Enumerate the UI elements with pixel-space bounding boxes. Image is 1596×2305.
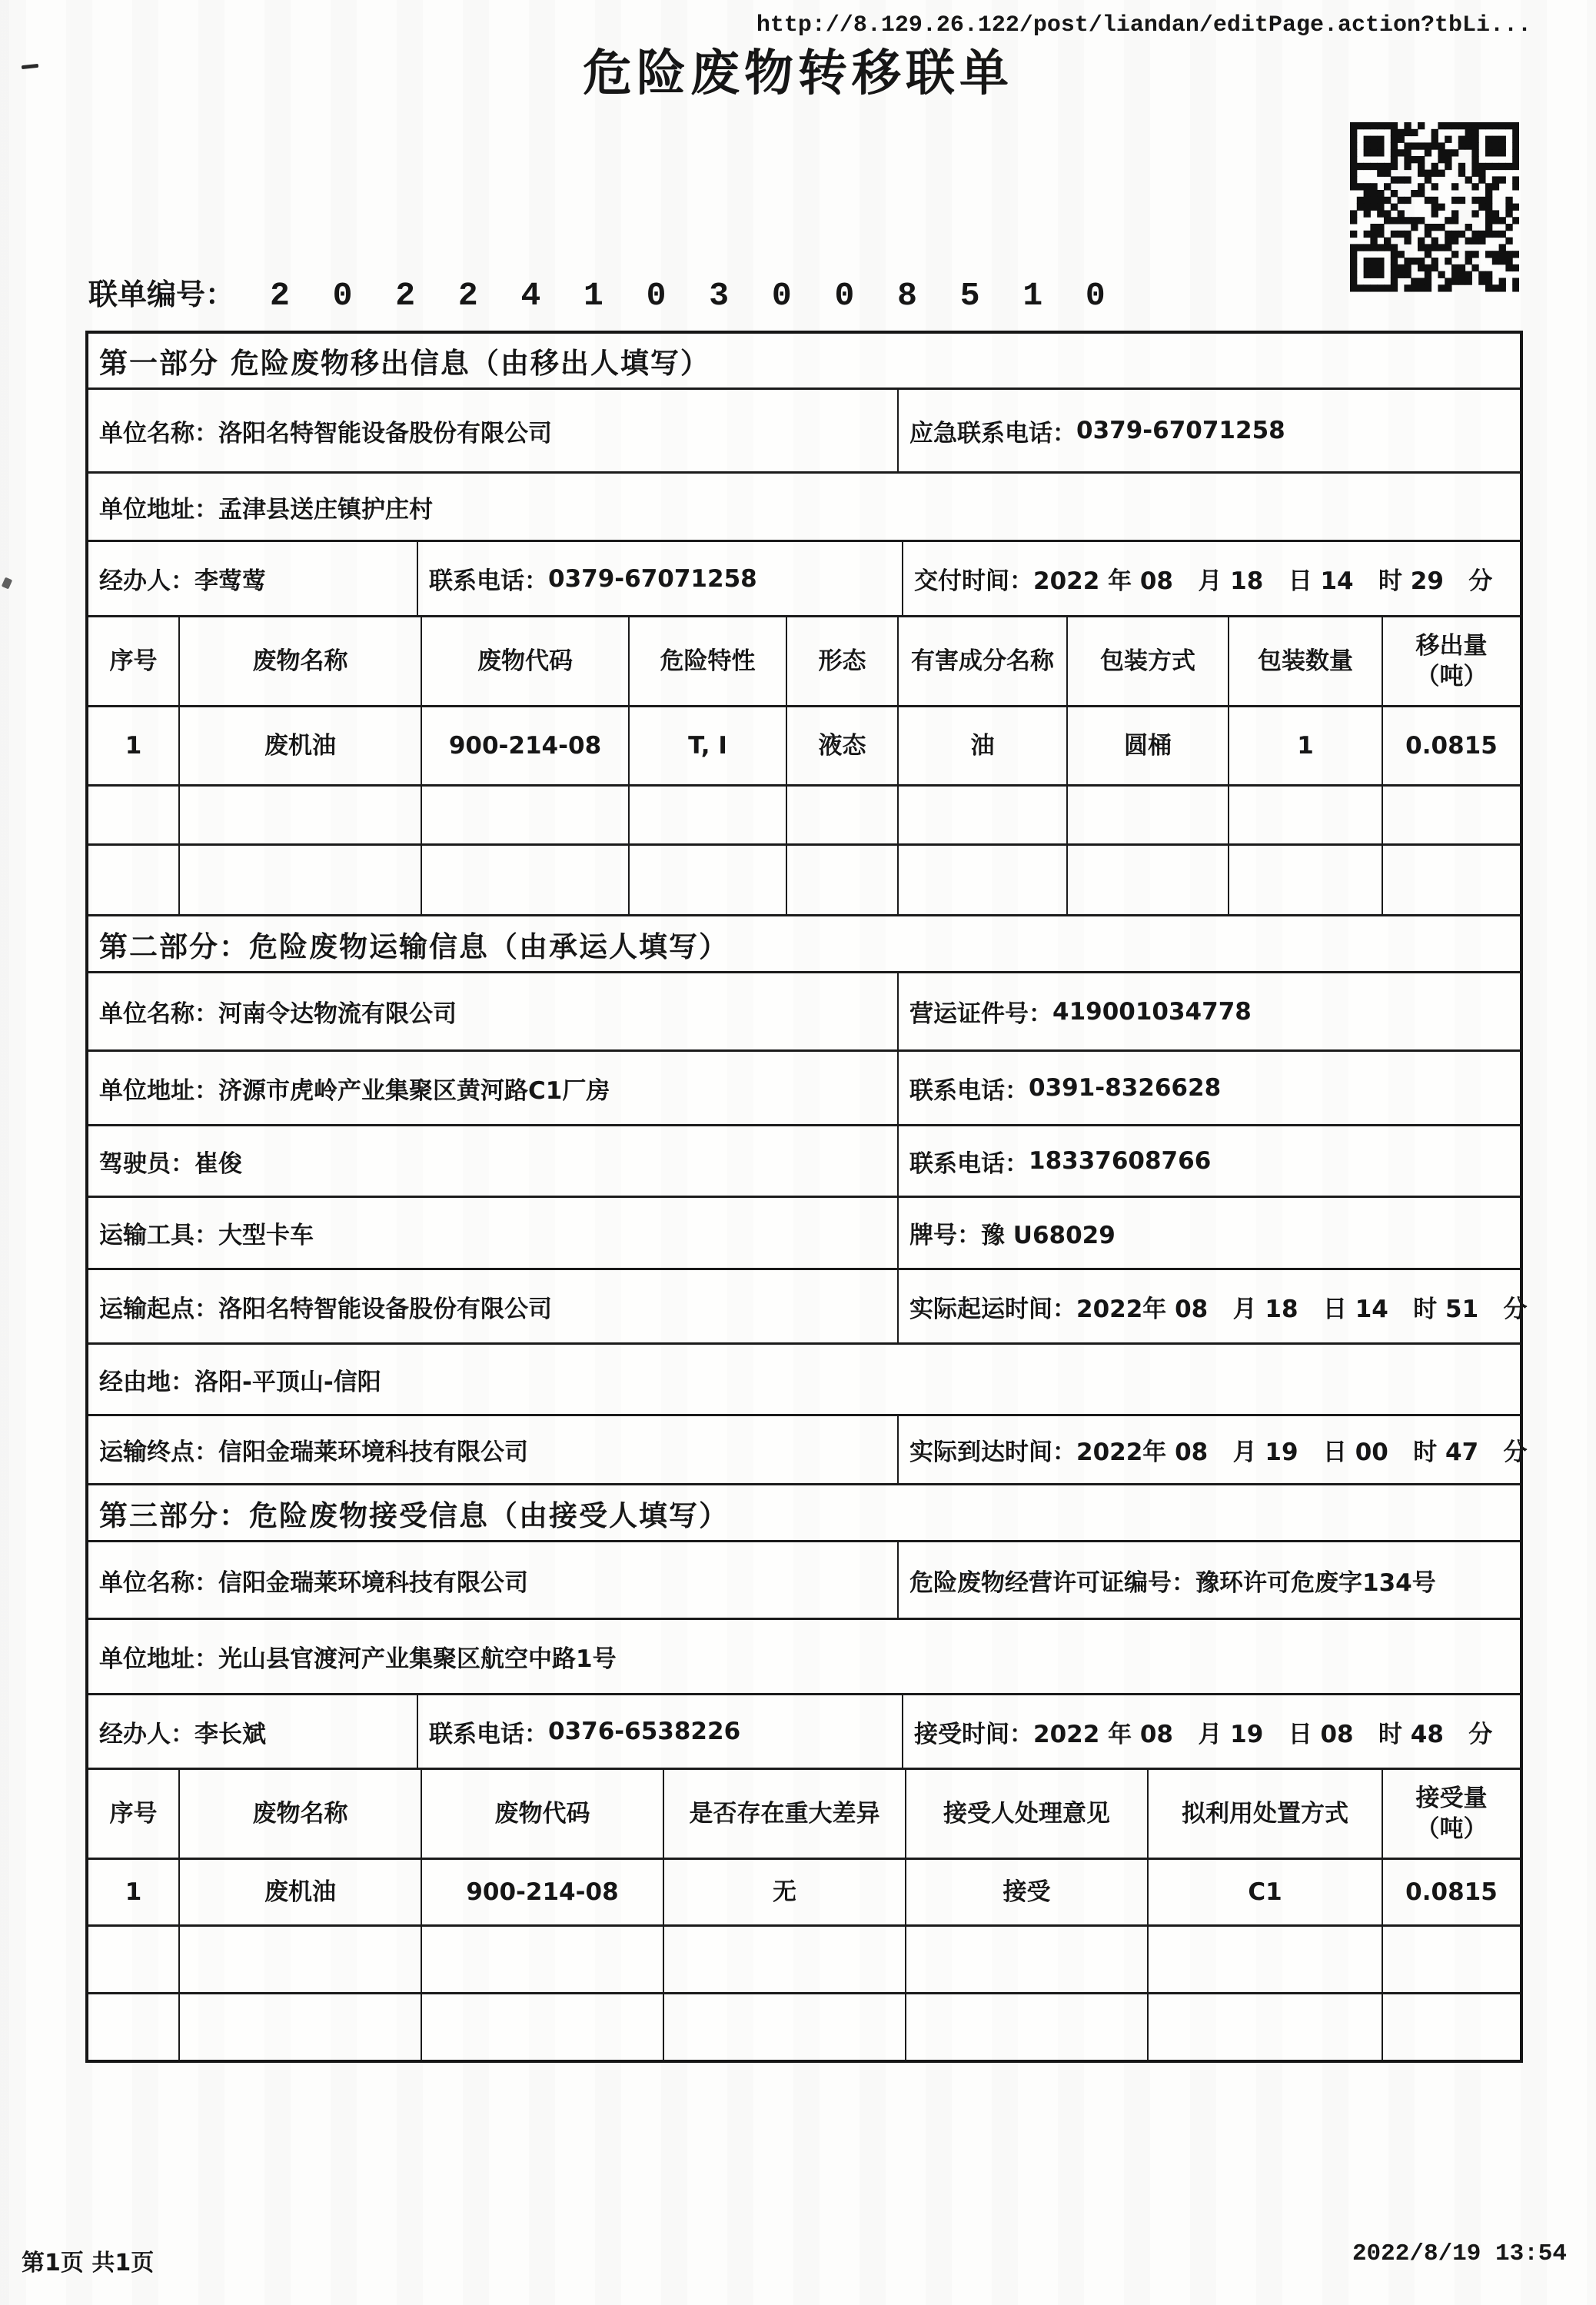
table-cell [897,787,1066,843]
column-header: 废物名称 [178,617,421,705]
table-cell [421,846,628,914]
part3-table-row [88,1858,1520,1924]
table-cell [1382,846,1520,914]
field-label: 经由地： [99,1368,195,1396]
via-value: 洛阳-平顶山-信阳 [195,1368,381,1396]
part3-title: 第三部分：危险废物接受信息（由接受人填写） [99,1498,729,1532]
table-cell: T, I [628,707,786,784]
vehicle-value: 大型卡车 [218,1222,314,1249]
column-header: 是否存在重大差异 [663,1770,905,1858]
field-label: 驾驶员： [99,1149,195,1178]
table-cell [1147,1994,1382,2060]
field-label: 实际起运时间： [909,1295,1076,1323]
column-header: 序号 [109,1799,158,1828]
receiver-agent-phone-value: 0376-6538226 [548,1718,741,1745]
table-cell [663,1927,905,1992]
table-cell [628,846,786,914]
table-cell [421,1927,663,1992]
destination-value: 信阳金瑞莱环境科技有限公司 [218,1439,528,1466]
part3-header-row [88,1483,1520,1540]
part1-title: 第一部分 危险废物移出信息（由移出人填写） [99,347,710,380]
manifest-number-row [88,271,1117,314]
field-label: 联系电话： [909,1076,1029,1105]
field-label: 单位地址： [99,1645,218,1673]
field-label: 应急联系电话： [909,419,1076,447]
column-header: 包装数量 [1228,617,1382,705]
field-label: 运输起点： [99,1295,218,1323]
column-header: 序号 [109,647,158,675]
part2-header-row [88,914,1520,971]
field-label: 经办人： [99,1720,195,1748]
field-label: 交付时间： [914,567,1033,595]
table-cell [905,1994,1147,2060]
table-cell [88,846,178,914]
part3-table-empty-row [88,1992,1520,2060]
field-label: 危险废物经营许可证编号： [909,1568,1195,1597]
field-label: 运输工具： [99,1222,218,1249]
table-cell [1382,787,1520,843]
table-cell: 900-214-08 [421,1860,663,1924]
table-cell: 900-214-08 [421,707,628,784]
scan-edge-mark [2,577,12,590]
depart-time-value: 2022年 08 月 18 日 14 时 51 分 [1076,1295,1528,1323]
part2-title: 第二部分：危险废物运输信息（由承运人填写） [99,930,729,963]
table-cell [421,787,628,843]
table-cell [178,846,421,914]
table-cell: 油 [897,707,1066,784]
table-cell [905,1927,1147,1992]
column-header: 废物名称 [178,1770,421,1858]
field-label: 单位名称： [99,1568,218,1597]
driver-phone-value: 18337608766 [1029,1147,1212,1175]
field-label: 联系电话： [429,567,548,595]
table-cell [1066,787,1228,843]
column-header: 废物代码 [421,1770,663,1858]
table-cell [786,846,897,914]
field-label: 经办人： [99,567,195,595]
field-label: 联系电话： [429,1720,548,1748]
table-cell: 废机油 [178,707,421,784]
permit-no-value: 豫环许可危废字134号 [1195,1568,1436,1597]
part2-destination-row [88,1414,1528,1483]
table-cell: 0.0815 [1382,707,1520,784]
part2-origin-row [88,1268,1528,1342]
part1-address-row [88,471,1520,540]
field-label: 牌号： [909,1222,981,1249]
carrier-phone-value: 0391-8326628 [1029,1074,1222,1102]
receiver-address-value: 光山县官渡河产业集聚区航空中路1号 [218,1645,617,1673]
table-cell: 1 [1228,707,1382,784]
table-cell: 废机油 [178,1860,421,1924]
field-label: 营运证件号： [909,1000,1052,1028]
emergency-phone-value: 0379-67071258 [1076,417,1285,444]
origin-value: 洛阳名特智能设备股份有限公司 [218,1295,552,1323]
table-cell [663,1994,905,2060]
receiver-name-value: 信阳金瑞莱环境科技有限公司 [218,1568,528,1597]
column-header: 形态 [786,617,897,705]
table-cell: 1 [125,1878,142,1906]
part1-unitname-row [88,387,1520,471]
table-cell: 无 [663,1860,905,1924]
field-label: 单位地址： [99,495,218,524]
deliver-time-value: 2022 年 08 月 18 日 14 时 29 分 [1033,567,1493,595]
part1-table-header-row [88,615,1520,705]
column-header: 包装方式 [1066,617,1228,705]
part3-agent-row [88,1693,1520,1768]
table-cell: 0.0815 [1382,1860,1520,1924]
part2-via-row [88,1342,1520,1414]
table-cell [1228,787,1382,843]
field-label: 实际到达时间： [909,1439,1076,1466]
table-cell [178,1994,421,2060]
part1-header-row [88,334,1520,387]
column-header: 废物代码 [421,617,628,705]
table-cell [88,787,178,843]
manifest-number-value: 2 0 2 2 4 1 0 3 0 0 8 5 1 0 [270,277,1117,314]
part3-address-row [88,1618,1520,1693]
column-header: 拟利用处置方式 [1147,1770,1382,1858]
part3-table-header-row [88,1768,1520,1858]
accept-time-value: 2022 年 08 月 19 日 08 时 48 分 [1033,1720,1493,1748]
qr-code-icon [1350,120,1519,294]
field-label: 单位名称： [99,1000,218,1028]
part1-table-empty-row [88,784,1520,843]
manifest-form [85,331,1528,2063]
table-cell [421,1994,663,2060]
manifest-number-label: 联单编号： [88,278,235,311]
table-cell [1228,846,1382,914]
part1-agent-row [88,540,1520,615]
part1-table-row [88,705,1520,784]
table-cell: 接受 [905,1860,1147,1924]
part2-unitname-row [88,971,1520,1049]
table-cell [178,1927,421,1992]
part2-vehicle-row [88,1196,1520,1268]
receiver-agent-value: 李长斌 [195,1720,266,1748]
table-cell [1147,1927,1382,1992]
field-label: 运输终点： [99,1439,218,1466]
part2-address-row [88,1049,1520,1124]
column-header: 接受人处理意见 [905,1770,1147,1858]
page-number: 第1页 共1页 [22,2250,155,2277]
unit-address-value: 孟津县送庄镇护庄村 [218,495,433,524]
agent-phone-value: 0379-67071258 [548,564,757,593]
field-label: 单位地址： [99,1076,218,1105]
field-label: 接受时间： [914,1720,1033,1748]
part1-table-empty-row [88,843,1520,914]
table-cell [88,1994,178,2060]
column-header: 危险特性 [628,617,786,705]
table-cell: C1 [1147,1860,1382,1924]
table-cell [897,846,1066,914]
plate-value: 豫 U68029 [981,1222,1116,1249]
table-cell [1066,846,1228,914]
table-cell: 1 [125,731,142,760]
table-cell: 圆桶 [1066,707,1228,784]
table-cell: 液态 [786,707,897,784]
column-header: 有害成分名称 [897,617,1066,705]
field-label: 单位名称： [99,419,218,447]
column-header: 接受量（吨） [1382,1770,1520,1858]
unit-name-value: 洛阳名特智能设备股份有限公司 [218,419,552,447]
carrier-address-value: 济源市虎岭产业集聚区黄河路C1厂房 [218,1076,610,1105]
part3-unitname-row [88,1540,1520,1618]
agent-value: 李莺莺 [195,567,266,595]
part3-table-empty-row [88,1924,1520,1992]
column-header: 移出量（吨） [1382,617,1520,705]
part2-driver-row [88,1124,1520,1196]
table-cell [1382,1927,1520,1992]
license-no-value: 419001034778 [1052,997,1252,1026]
print-header-url: http://8.129.26.122/post/liandan/editPage.action?tbLi... [756,12,1531,38]
table-cell [628,787,786,843]
table-cell [1382,1994,1520,2060]
table-cell [178,787,421,843]
field-label: 联系电话： [909,1149,1029,1178]
table-cell [88,1927,178,1992]
driver-value: 崔俊 [195,1149,242,1178]
print-timestamp: 2022/8/19 13:54 [1352,2240,1567,2267]
carrier-name-value: 河南令达物流有限公司 [218,1000,457,1028]
page-title: 危险废物转移联单 [583,45,1013,102]
arrive-time-value: 2022年 08 月 19 日 00 时 47 分 [1076,1439,1528,1466]
table-cell [786,787,897,843]
